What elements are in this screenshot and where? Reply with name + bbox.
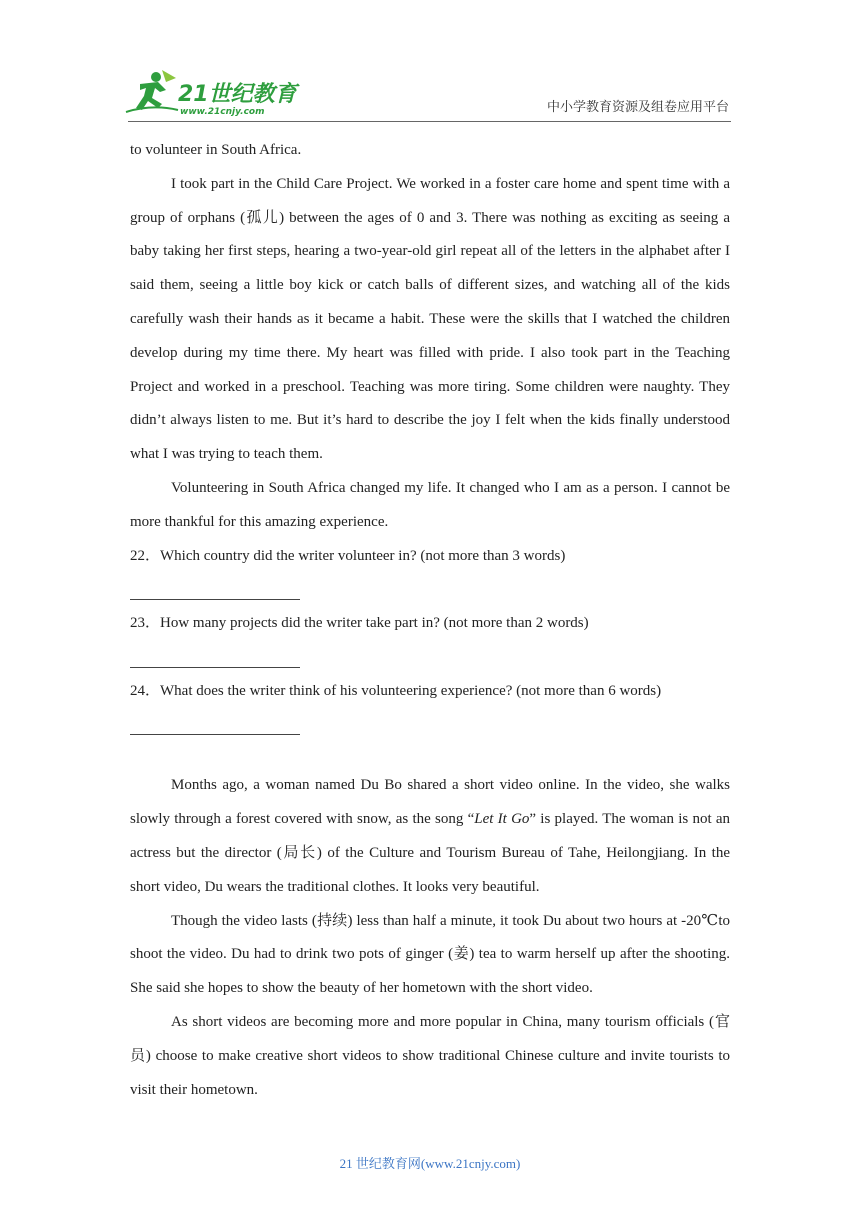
header-divider xyxy=(128,121,731,122)
question-text: Which country did the writer volunteer in? (not more than 3 words) xyxy=(160,547,566,564)
passage1-paragraph-3: Volunteering in South Africa changed my life. It changed who I am as a person. I cannot be more thankful for this amazing experience. xyxy=(130,479,730,530)
question-number: 22． xyxy=(130,547,161,564)
passage2-paragraph-3: As short videos are becoming more and more popular in China, many tourism officials (官员) choose to make creative short videos to show traditional Chinese culture and invite tourists to visit their hometown. xyxy=(130,1013,730,1098)
answer-blank-23[interactable] xyxy=(130,641,300,675)
page-header xyxy=(0,0,860,130)
passage1-continuation: to volunteer in South Africa. xyxy=(130,142,302,158)
passage1-paragraph-2: I took part in the Child Care Project. We worked in a foster care home and spent time with a group of orphans (孤儿) between the ages of 0 and 3. There was nothing as exciting as seeing a baby taking her first steps, hearing a two-year-old girl repeat all of the letters in the alphabet after I said them, seeing a little boy kick or catch balls of different sizes, and watching all of the kids carefully wash their hands as it became a habit. These were the skills that I watched the children develop during my time there. My heart was filled with pride. I also took part in the Teaching Project and worked in a preschool. Teaching was more tiring. Some children were naughty. They didn’t always listen to me. But it’s hard to describe the joy I felt when the kids finally understood what I was trying to teach them. xyxy=(130,175,730,463)
passage2-p1-text-a: Months ago, a woman named Du Bo shared a short video online. In the video, she walks slowly through a forest covered with snow, as the song “ xyxy=(130,777,730,828)
question-number: 23． xyxy=(130,615,161,632)
header-platform-text: 中小学教育资源及组卷应用平台 xyxy=(546,99,729,114)
svg-text:21世纪教育: 21世纪教育 xyxy=(178,82,297,107)
question-24 xyxy=(130,675,730,709)
question-text: How many projects did the writer take part in? (not more than 2 words) xyxy=(160,615,589,632)
question-23 xyxy=(130,607,730,641)
answer-blank-24[interactable] xyxy=(130,709,300,743)
song-title: Let It Go xyxy=(474,811,530,828)
question-22 xyxy=(130,540,730,574)
question-text: What does the writer think of his volunteering experience? (not more than 6 words) xyxy=(160,682,662,699)
answer-blank-22[interactable] xyxy=(130,573,300,607)
document-body xyxy=(130,134,730,1107)
svg-text:www.21cnjy.com: www.21cnjy.com xyxy=(180,107,265,117)
page-footer: 21 世纪教育网(www.21cnjy.com) xyxy=(339,1156,521,1171)
section-gap xyxy=(130,742,730,769)
passage2-p1-text-b: ” is played. The woman is not an actress but the director (局长) of the Culture and Tourism Bureau of Tahe, Heilongjiang. In the short video, Du wears the traditional clothes. It looks very beautiful. xyxy=(130,811,731,895)
passage2-paragraph-1 xyxy=(130,769,730,904)
passage2-paragraph-2: Though the video lasts (持续) less than half a minute, it took Du about two hours at -20℃to shoot the video. Du had to drink two pots of ginger (姜) tea to warm herself up after the shooting. She said she hopes to show the beauty of her hometown with the short video. xyxy=(130,912,730,997)
site-logo xyxy=(122,68,302,120)
runner-logo-icon xyxy=(122,68,302,120)
question-number: 24． xyxy=(130,682,161,699)
